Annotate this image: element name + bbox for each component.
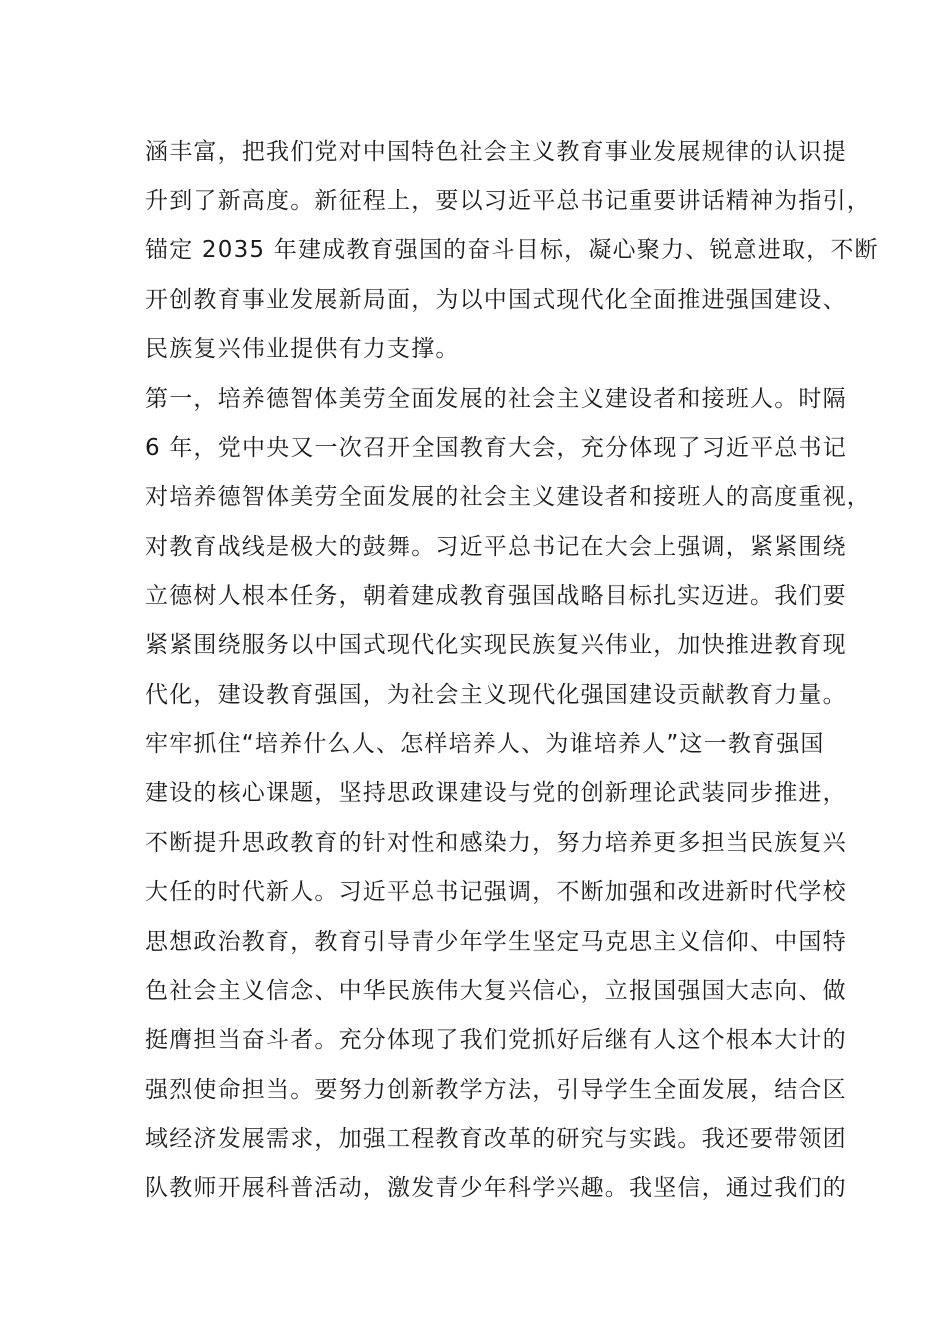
text-line: 紧紧围绕服务以中国式现代化实现民族复兴伟业，加快推进教育现 (145, 632, 847, 658)
text-line: 开创教育事业发展新局面，为以中国式现代化全面推进强国建设、 (145, 287, 847, 313)
text-line: 域经济发展需求，加强工程教育改革的研究与实践。我还要带领团 (145, 1126, 847, 1152)
text-line: 民族复兴伟业提供有力支撑。 (145, 336, 460, 362)
text-line: 锚定 2035 年建成教育强国的奋斗目标，凝心聚力、锐意进取，不断 (145, 237, 879, 263)
text-line: 色社会主义信念、中华民族伟大复兴信心，立报国强国大志向、做 (145, 978, 847, 1004)
text-line: 强烈使命担当。要努力创新教学方法，引导学生全面发展，结合区 (145, 1077, 847, 1103)
text-line: 立德树人根本任务，朝着建成教育强国战略目标扎实迈进。我们要 (145, 583, 847, 609)
text-line: 思想政治教育，教育引导青少年学生坚定马克思主义信仰、中国特 (145, 929, 847, 955)
text-line: 挺膺担当奋斗者。充分体现了我们党抓好后继有人这个根本大计的 (145, 1027, 847, 1053)
text-line: 代化，建设教育强国，为社会主义现代化强国建设贡献教育力量。 (145, 682, 847, 708)
text-line: 涵丰富，把我们党对中国特色社会主义教育事业发展规律的认识提 (145, 139, 847, 165)
text-line: 不断提升思政教育的针对性和感染力，努力培养更多担当民族复兴 (145, 830, 847, 856)
text-line: 升到了新高度。新征程上，要以习近平总书记重要讲话精神为指引， (145, 188, 871, 214)
text-line: 6 年，党中央又一次召开全国教育大会，充分体现了习近平总书记 (145, 435, 847, 461)
text-line: 第一，培养德智体美劳全面发展的社会主义建设者和接班人。时隔 (145, 386, 847, 412)
text-line: 大任的时代新人。习近平总书记强调，不断加强和改进新时代学校 (145, 879, 847, 905)
text-line: 牢牢抓住“培养什么人、怎样培养人、为谁培养人”这一教育强国 (145, 731, 825, 757)
text-line: 对培养德智体美劳全面发展的社会主义建设者和接班人的高度重视， (145, 484, 871, 510)
text-line: 对教育战线是极大的鼓舞。习近平总书记在大会上强调，紧紧围绕 (145, 534, 847, 560)
text-line: 队教师开展科普活动，激发青少年科学兴趣。我坚信，通过我们的 (145, 1175, 847, 1201)
text-line: 建设的核心课题，坚持思政课建设与党的创新理论武装同步推进， (145, 780, 847, 806)
